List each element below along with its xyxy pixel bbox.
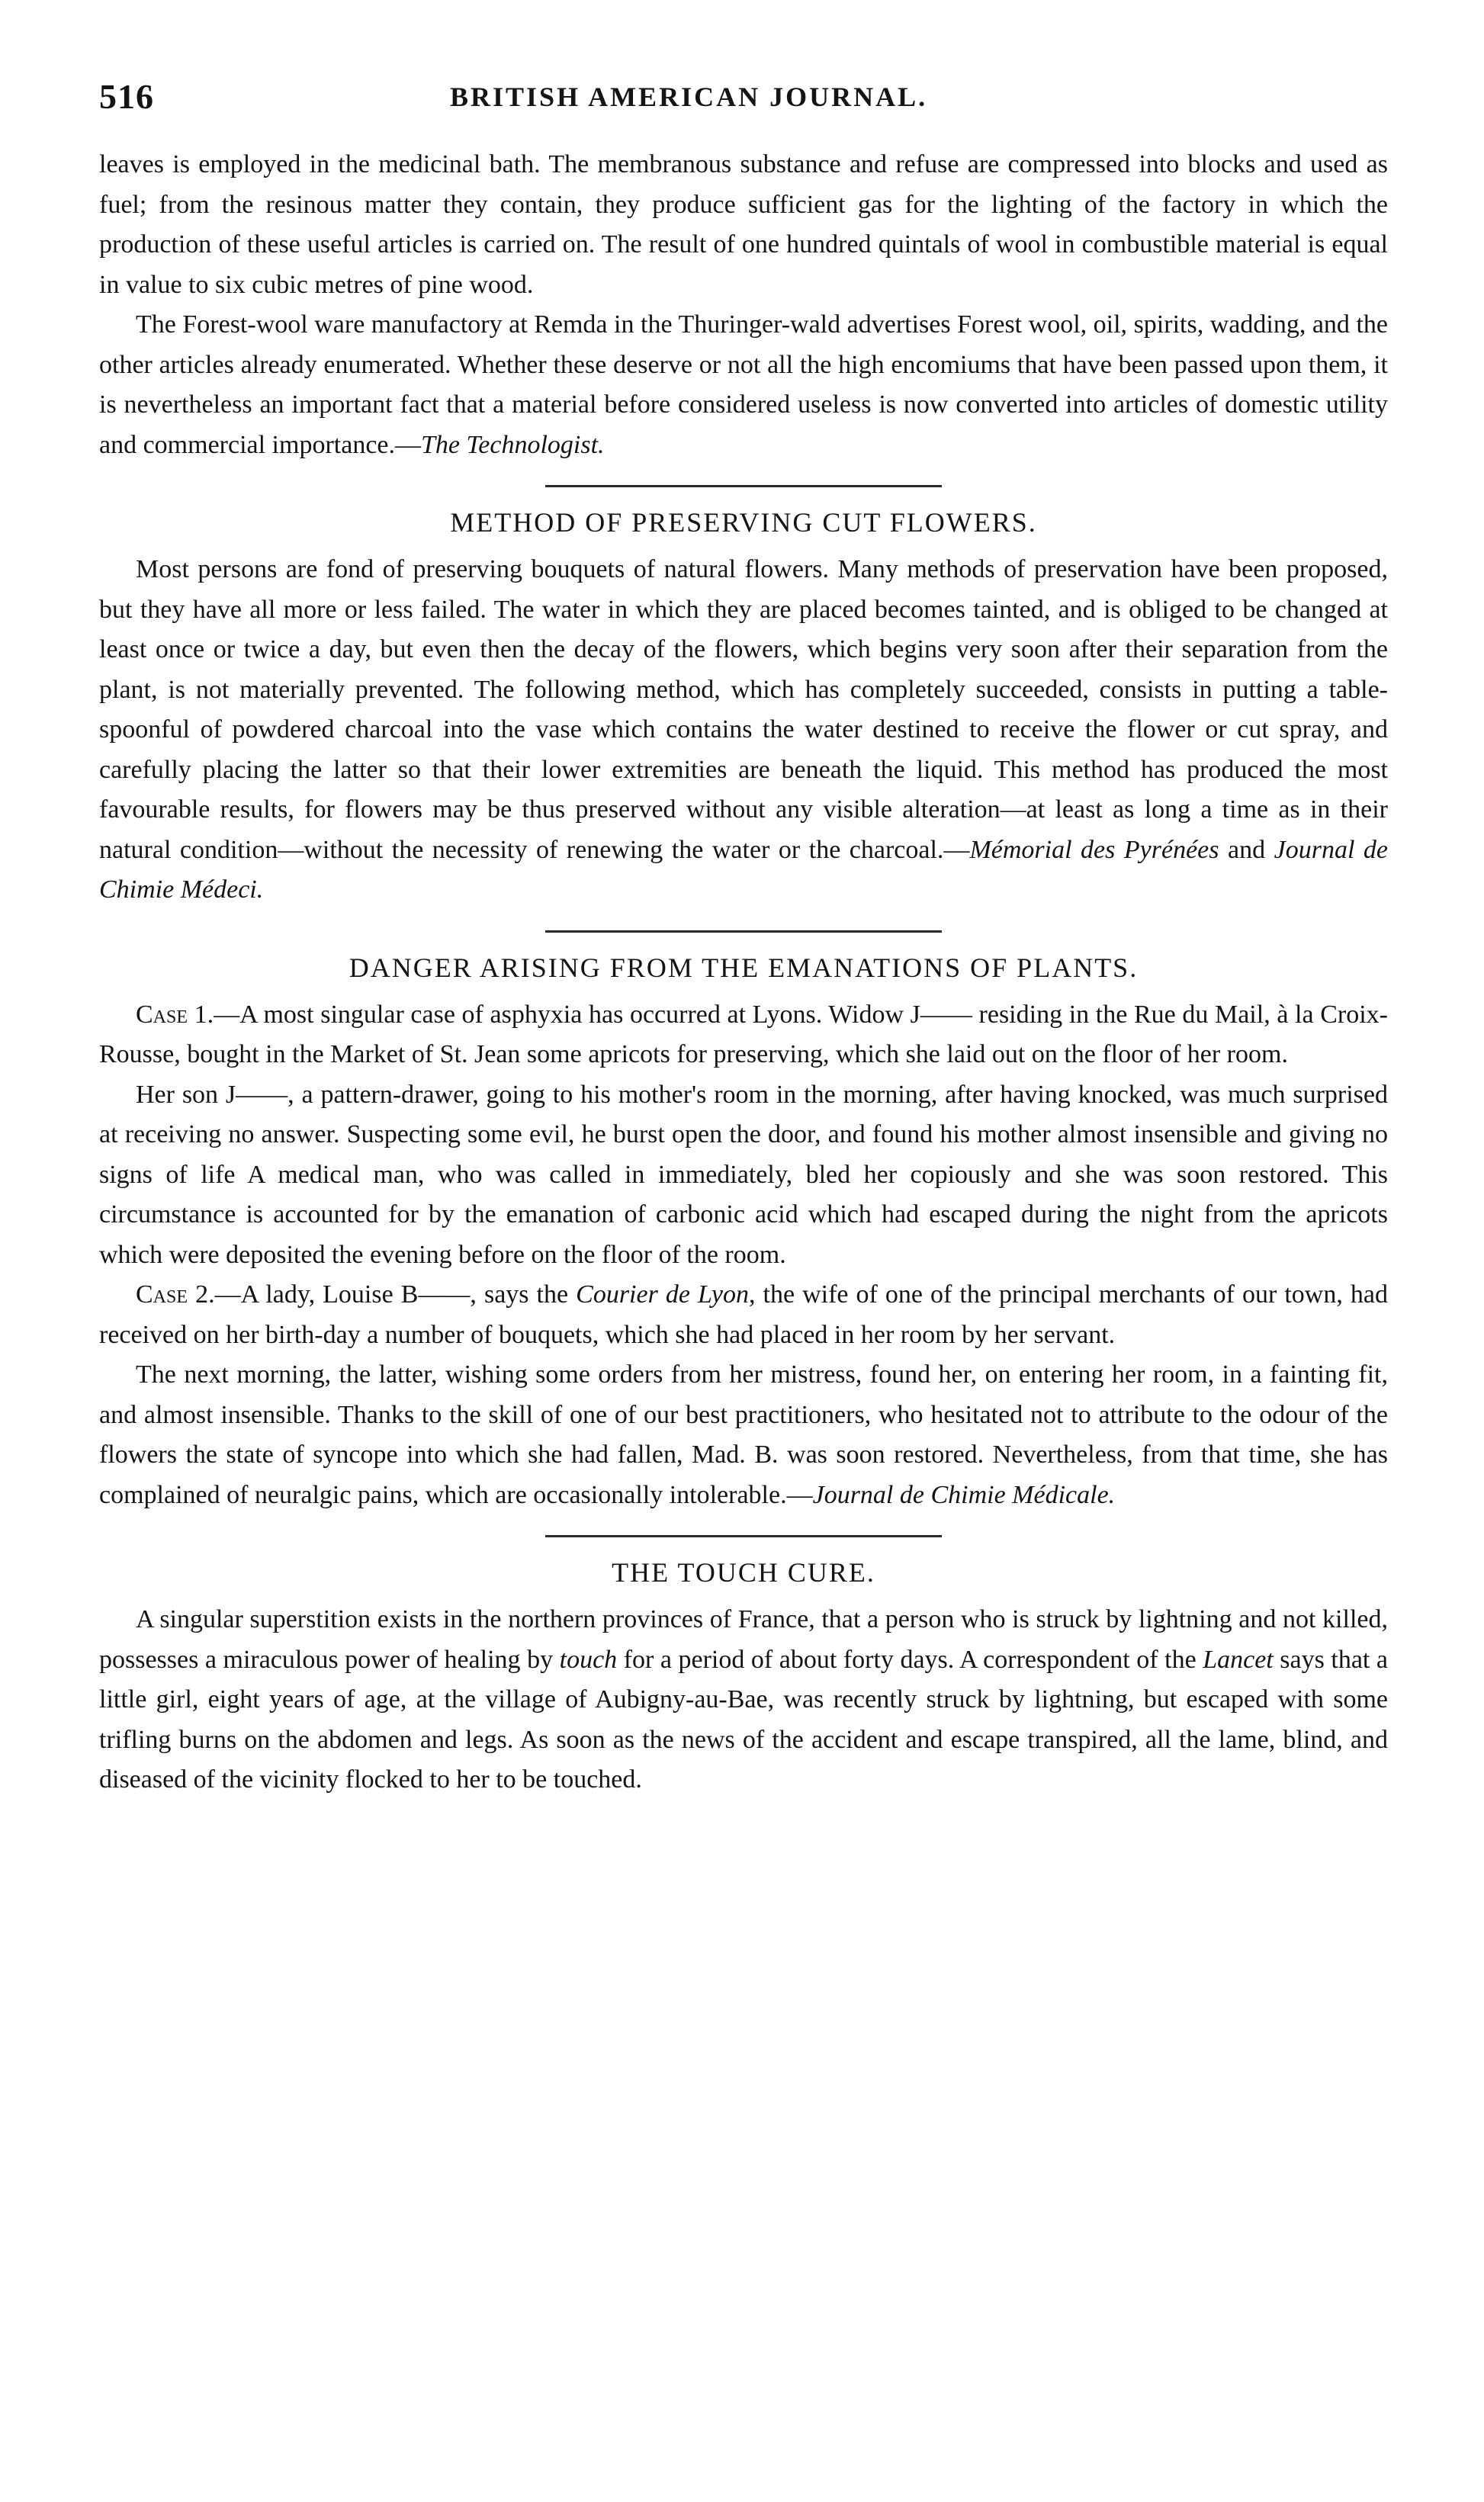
source-citation: Courier de Lyon <box>576 1280 749 1309</box>
paragraph-text: 1.—A most singular case of asphyxia has occurred at Lyons. Widow J—— residing in the Rue du Mail, à la Croix-Rousse, bought in the Market of St. Jean some apricots for preserving, which she laid out on the floor of her room. <box>99 1000 1388 1068</box>
touch-cure-paragraph <box>99 1600 1388 1800</box>
paragraph-text: says that a little girl, eight years of age, at the village of Aubigny-au-Bae, was recently struck by lightning, but escaped with some trifling burns on the abdomen and legs. As soon as the news of the accident and escape transpired, all the lame, blind, and diseased of the vicinity flocked to her to be touched. <box>99 1645 1388 1794</box>
conjunction-text: and <box>1219 835 1274 864</box>
journal-name: Lancet <box>1203 1645 1274 1674</box>
continued-paragraph: leaves is employed in the medicinal bath. The membranous substance and refuse are compressed into blocks and used as fuel; from the resinous matter they contain, they produce sufficient gas for the lighting of the factory in which the production of these useful articles is carried on. The result of one hundred quintals of wool in combustible material is equal in value to six cubic metres of pine wood. <box>99 150 1388 299</box>
paragraph-text: Most persons are fond of preserving bouquets of natural flowers. Many methods of preservation have been proposed, but they have all more or less failed. The water in which they are placed becomes tainted, and is obliged to be changed at least once or twice a day, but even then the decay of the flowers, which begins very soon after their separation from the plant, is not materially prevented. The following method, which has completely succeeded, consists in putting a table-spoonful of powdered charcoal into the vase which contains the water destined to receive the flower or cut spray, and carefully placing the latter so that their lower extremities are beneath the liquid. This method has produced the most favourable results, for flowers may be thus preserved without any visible alteration—at least as long a time as in their natural condition—without the necessity of renewing the water or the charcoal.— <box>99 555 1388 864</box>
paragraph-text: for a period of about forty days. A correspondent of the <box>617 1645 1203 1674</box>
forest-wool-paragraph <box>99 305 1388 465</box>
paragraph-text: The Forest-wool ware manufactory at Remda in the Thuringer-wald advertises Forest wool, oil, spirits, wadding, and the other articles already enumerated. Whether these deserve or not all the high encomiums that have been passed upon them, it is nevertheless an important fact that a material before considered useless is now converted into articles of domestic utility and commercial importance.— <box>99 310 1388 459</box>
source-citation: The Technologist. <box>421 430 605 459</box>
section-divider <box>545 1535 942 1537</box>
next-morning-paragraph <box>99 1355 1388 1515</box>
page-number: 516 <box>99 77 154 116</box>
case-label: Case <box>136 1000 188 1029</box>
son-paragraph: Her son J——, a pattern-drawer, going to his mother's room in the morning, after having knocked, was much surprised at receiving no answer. Suspecting some evil, he burst open the door, and found his mother almost insensible and giving no signs of life A medical man, who was called in immediately, bled her copiously and she was soon restored. This circumstance is accounted for by the emanation of carbonic acid which had escaped during the night from the apricots which were deposited the evening before on the floor of the room. <box>99 1080 1388 1269</box>
section-title-touch-cure: THE TOUCH CURE. <box>612 1557 875 1588</box>
running-title: BRITISH AMERICAN JOURNAL. <box>450 82 928 112</box>
case-label: Case <box>136 1280 188 1309</box>
section-title-preserving-flowers: METHOD OF PRESERVING CUT FLOWERS. <box>450 507 1037 538</box>
page-content <box>99 145 1388 1800</box>
section-divider <box>545 485 942 487</box>
section-divider <box>545 930 942 933</box>
emphasis-text: touch <box>559 1645 618 1674</box>
section-title-emanations: DANGER ARISING FROM THE EMANATIONS OF PLANTS. <box>349 952 1139 983</box>
preserving-flowers-paragraph <box>99 550 1388 911</box>
paragraph-text: , the wife of one of the principal merchants of our town, had received on her birth-day a number of bouquets, which she had placed in her room by her servant. <box>99 1280 1388 1349</box>
case-one-paragraph <box>99 995 1388 1075</box>
paragraph-text: 2.—A lady, Louise B——, says the <box>188 1280 577 1309</box>
source-citation: Mémorial des Pyrénées <box>969 835 1219 864</box>
source-citation: Journal de Chimie Médicale. <box>812 1480 1116 1509</box>
paragraph-text: The next morning, the latter, wishing some orders from her mistress, found her, on entering her room, in a fainting fit, and almost insensible. Thanks to the skill of one of our best practitioners, who hesitated not to attribute to the odour of the flowers the state of syncope into which she had fallen, Mad. B. was soon restored. Nevertheless, from that time, she has complained of neuralgic pains, which are occasionally intolerable.— <box>99 1360 1388 1509</box>
page-header <box>99 76 1388 122</box>
case-two-paragraph <box>99 1275 1388 1355</box>
paragraph-text: A singular superstition exists in the northern provinces of France, that a person who is struck by lightning and not killed, possesses a miraculous power of healing by <box>99 1605 1388 1674</box>
source-citation: Journal de Chimie Médeci. <box>99 835 1389 904</box>
